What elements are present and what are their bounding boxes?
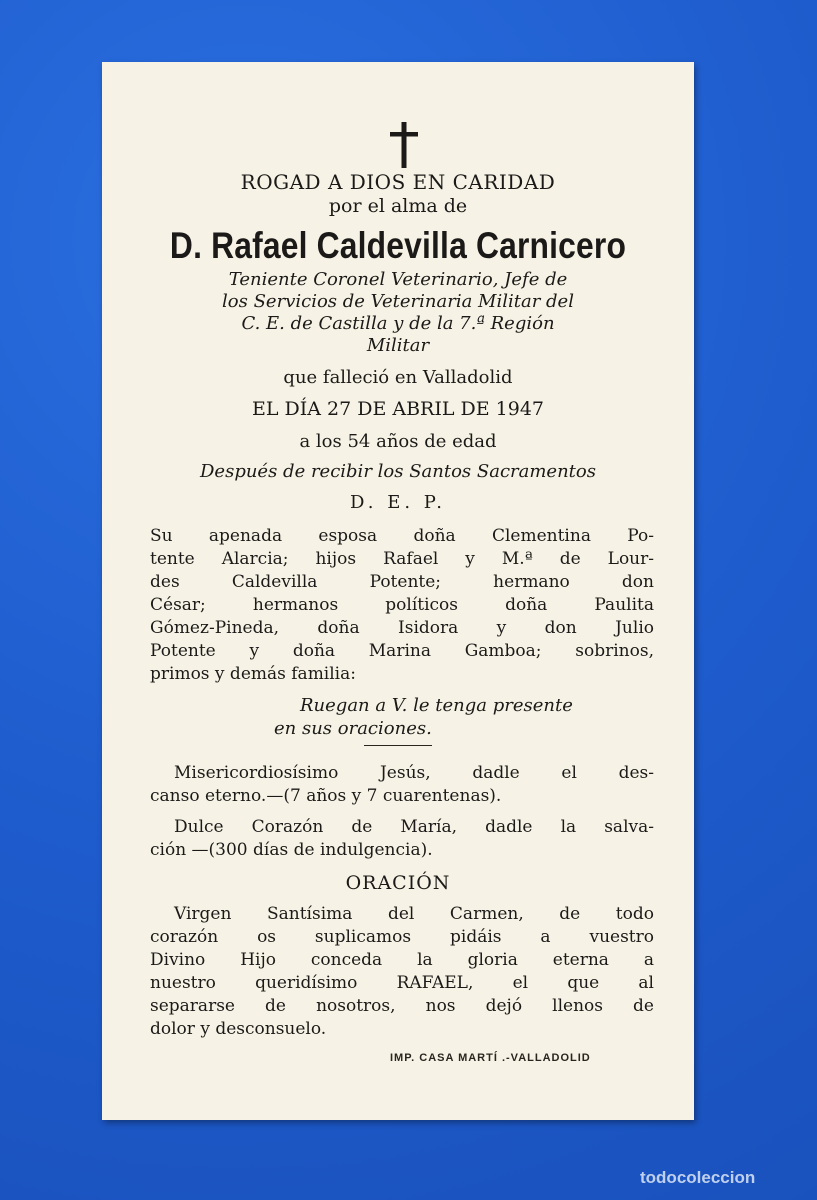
title-line: C. E. de Castilla y de la 7.ª Región — [241, 313, 555, 334]
deceased-name: D. Rafael Caldevilla Carnicero — [169, 225, 627, 266]
subheading: por el alma de — [328, 195, 468, 217]
family-line: Su apenada esposa doña Clementina Po- — [150, 526, 654, 546]
oracion-title: ORACIÓN — [345, 872, 451, 894]
prayer-line: Misericordiosísimo Jesús, dadle el des- — [174, 763, 654, 783]
heading: ROGAD A DIOS EN CARIDAD — [240, 170, 556, 194]
family-line: Potente y doña Marina Gamboa; sobrinos, — [150, 641, 654, 661]
dep-line: D. E. P. — [349, 492, 446, 513]
oracion-line: separarse de nosotros, nos dejó llenos de — [150, 996, 654, 1016]
oracion-line: dolor y desconsuelo. — [150, 1019, 327, 1039]
oracion-line: nuestro queridísimo RAFAEL, el que al — [150, 973, 654, 993]
cross-icon — [384, 120, 424, 170]
oracion-line: Virgen Santísima del Carmen, de todo — [174, 904, 654, 924]
family-line: Gómez-Pineda, doña Isidora y don Julio — [150, 618, 654, 638]
title-line: Teniente Coronel Veterinario, Jefe de — [228, 269, 568, 290]
oracion-line: Divino Hijo conceda la gloria eterna a — [150, 950, 654, 970]
death-date: EL DÍA 27 DE ABRIL DE 1947 — [251, 398, 545, 420]
prayer-text: canso eterno.—(7 años y 7 cuarentenas). — [150, 786, 502, 806]
printer-imprint: IMP. CASA MARTÍ .-VALLADOLID — [390, 1052, 591, 1064]
memorial-card — [102, 62, 694, 1120]
prayer-line: Dulce Corazón de María, dadle la salva- — [174, 817, 654, 837]
watermark: todocoleccion — [640, 1168, 756, 1187]
request-line: en sus oraciones. — [274, 718, 432, 739]
title-line: Militar — [366, 335, 430, 356]
prayer-line — [150, 786, 501, 806]
family-line: des Caldevilla Potente; hermano don — [150, 572, 654, 592]
request-line: Ruegan a V. le tenga presente — [300, 695, 573, 716]
family-line: primos y demás familia: — [150, 664, 356, 684]
family-line: tente Alarcia; hijos Rafael y M.ª de Lour- — [150, 549, 654, 569]
family-line: César; hermanos políticos doña Paulita — [150, 595, 654, 615]
prayer-line: ción —(300 días de indulgencia). — [150, 840, 433, 860]
age-line: a los 54 años de edad — [299, 431, 497, 452]
title-line: los Servicios de Veterinaria Militar del — [222, 291, 574, 312]
sacraments-line: Después de recibir los Santos Sacramentos — [200, 461, 596, 482]
death-place: que falleció en Valladolid — [283, 367, 513, 388]
oracion-line: corazón os suplicamos pidáis a vuestro — [150, 927, 654, 947]
divider — [364, 745, 432, 746]
